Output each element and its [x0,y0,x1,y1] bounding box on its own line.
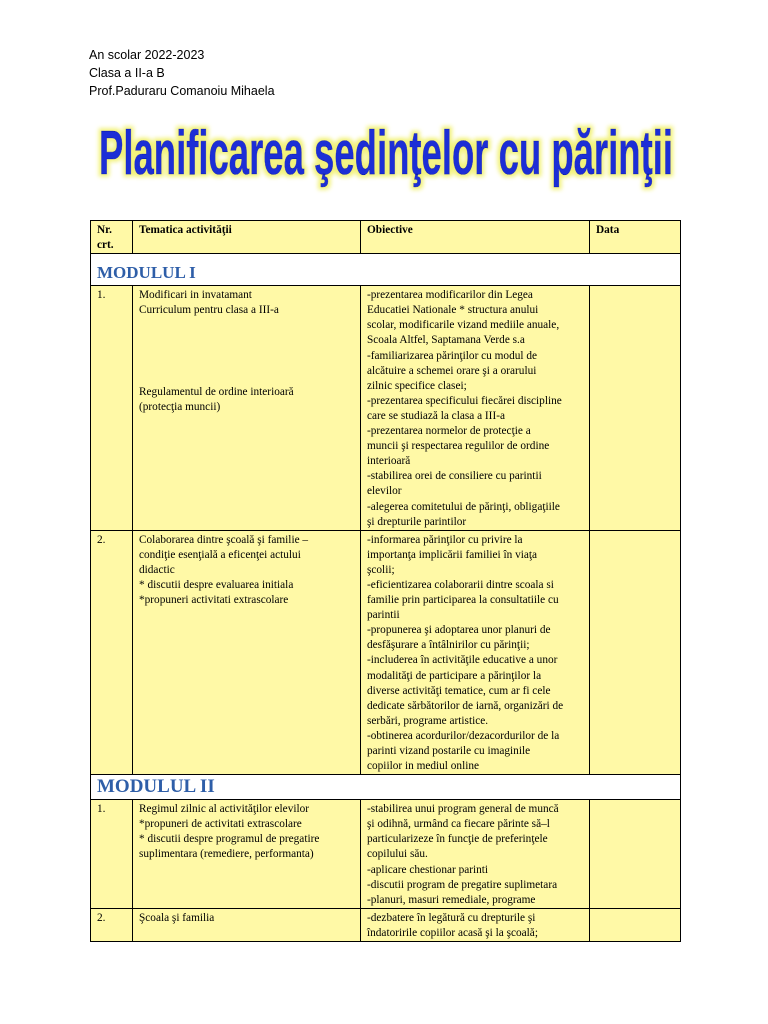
school-year: An scolar 2022-2023 [89,48,205,62]
cell-line: -dezbatere în legătură cu drepturile şi [367,911,536,924]
title-banner [88,108,684,218]
cell-line: -aplicare chestionar parinti [367,863,489,876]
cell-line: suplimentara (remediere, performanta) [139,848,314,861]
cell-line: scolar, modificarile vizand mediile anuale, [367,319,560,332]
row-number: 1. [91,800,133,909]
cell-line: zilnic specifice clasei; [367,379,467,392]
module-title: MODULUL II [91,775,681,800]
cell-line: desfăşurare a întâlnirilor cu părinţii; [367,639,530,652]
table-row [91,530,681,775]
cell-line: -stabilirea unui program general de muncă [367,803,559,816]
cell-line: -propunerea şi adoptarea unor planuri de [367,624,551,637]
cell-line: copilului său. [367,848,428,861]
module-row [91,775,681,800]
cell-line: diverse activităţi tematice, cum ar fi cele [367,684,551,697]
header-data: Data [590,221,681,254]
table-row [91,286,681,531]
cell-line: -prezentarea normelor de protecţie a [367,425,531,438]
header-nr: Nr. crt. [91,221,133,254]
cell-line: * discutii despre evaluarea initiala [139,578,294,591]
cell-line: -eficientizarea colaborarii dintre scoala si [367,578,554,591]
cell-line: muncii şi respectarea regulilor de ordine [367,440,550,453]
cell-line: care se studiază la clasa a III-a [367,409,505,422]
row-data [590,800,681,909]
cell-line: serbări, programe artistice. [367,714,489,727]
cell-line: şi drepturile parintilor [367,515,467,528]
row-tematica: Modificari in invatamant Curriculum pentru clasa a III-a Regulamentul de ordine interioară (protecţia muncii) [133,286,361,531]
row-obiective [361,286,590,531]
cell-line: familie prin participarea la consultatiile cu [367,594,559,607]
cell-line: particularizeze în funcţie de preferinţele [367,833,548,846]
table-row [91,908,681,941]
table-row [91,800,681,909]
cell-line: -obtinerea acordurilor/dezacordurilor de la [367,729,560,742]
row-tematica [133,530,361,775]
cell-line: alcătuire a schemei orare şi a orarului [367,364,537,377]
cell-line: Educatiei Nationale * structura anului [367,304,539,317]
cell-line: -prezentarea specificului fiecărei discipline [367,394,562,407]
cell-line: parinti vizand postarile cu imaginile [367,745,531,757]
cell-line: dedicate sărbătorilor de iarnă, organizări de [367,699,564,712]
cell-line: -prezentarea modificarilor din Legea [367,289,533,302]
cell-line: condiţie esenţială a eficenţei actului [139,548,301,561]
row-obiective [361,800,590,909]
document-header [89,46,275,100]
cell-line: -informarea părinţilor cu privire la [367,533,523,546]
cell-line: -alegerea comitetului de părinţi, obligaţiile [367,500,560,513]
row-data [590,530,681,775]
cell-line: copiilor in mediul online [367,760,480,773]
class-name: Clasa a II-a B [89,66,165,80]
row-tematica [133,800,361,909]
cell-line: Colaborarea dintre şcoală şi familie – [139,533,309,546]
row-data [590,286,681,531]
cell-line: modalităţi de participare a părinţilor la [367,669,542,682]
teacher-name: Prof.Paduraru Comanoiu Mihaela [89,84,275,98]
cell-line: îndatoririle copiilor acasă şi la şcoală; [367,926,538,939]
cell-line: importanţa implicării familiei în viaţa [367,548,538,561]
cell-line: -familiarizarea părinţilor cu modul de [367,349,538,362]
row-number: 2. [91,908,133,941]
cell-line: didactic [139,563,175,576]
cell-line: *propuneri de activitati extrascolare [139,818,302,831]
cell-line: şcolii; [367,563,395,576]
cell-line: şi odihnă, urmând ca fiecare părinte să–l [367,818,550,831]
cell-line: elevilor [367,485,402,498]
row-data [590,908,681,941]
cell-line: * discutii despre programul de pregatire [139,833,320,846]
cell-line: parintii [367,609,400,622]
row-tematica: Şcoala şi familia [133,908,361,941]
cell-line: *propuneri activitati extrascolare [139,594,289,607]
module-title: MODULUL I [91,254,681,286]
row-number: 2. [91,530,133,775]
module-row [91,254,681,286]
cell-line: Regimul zilnic al activităţilor elevilor [139,803,310,816]
banner-title: Planificarea şedinţelor cu părinţii [99,119,673,188]
row-obiective [361,530,590,775]
row-number: 1. [91,286,133,531]
cell-line: -planuri, masuri remediale, programe [367,893,536,906]
cell-line: interioară [367,455,411,468]
header-tematica: Tematica activităţii [133,221,361,254]
cell-line: Scoala Altfel, Saptamana Verde s.a [367,334,525,347]
table-header-row [91,221,681,254]
cell-line: -includerea în activităţile educative a unor [367,654,558,667]
cell-line: -discutii program de pregatire suplimetara [367,878,558,891]
meetings-plan-table [90,220,681,942]
cell-line: -stabilirea orei de consiliere cu parintii [367,470,542,483]
row-obiective [361,908,590,941]
header-obiective: Obiective [361,221,590,254]
